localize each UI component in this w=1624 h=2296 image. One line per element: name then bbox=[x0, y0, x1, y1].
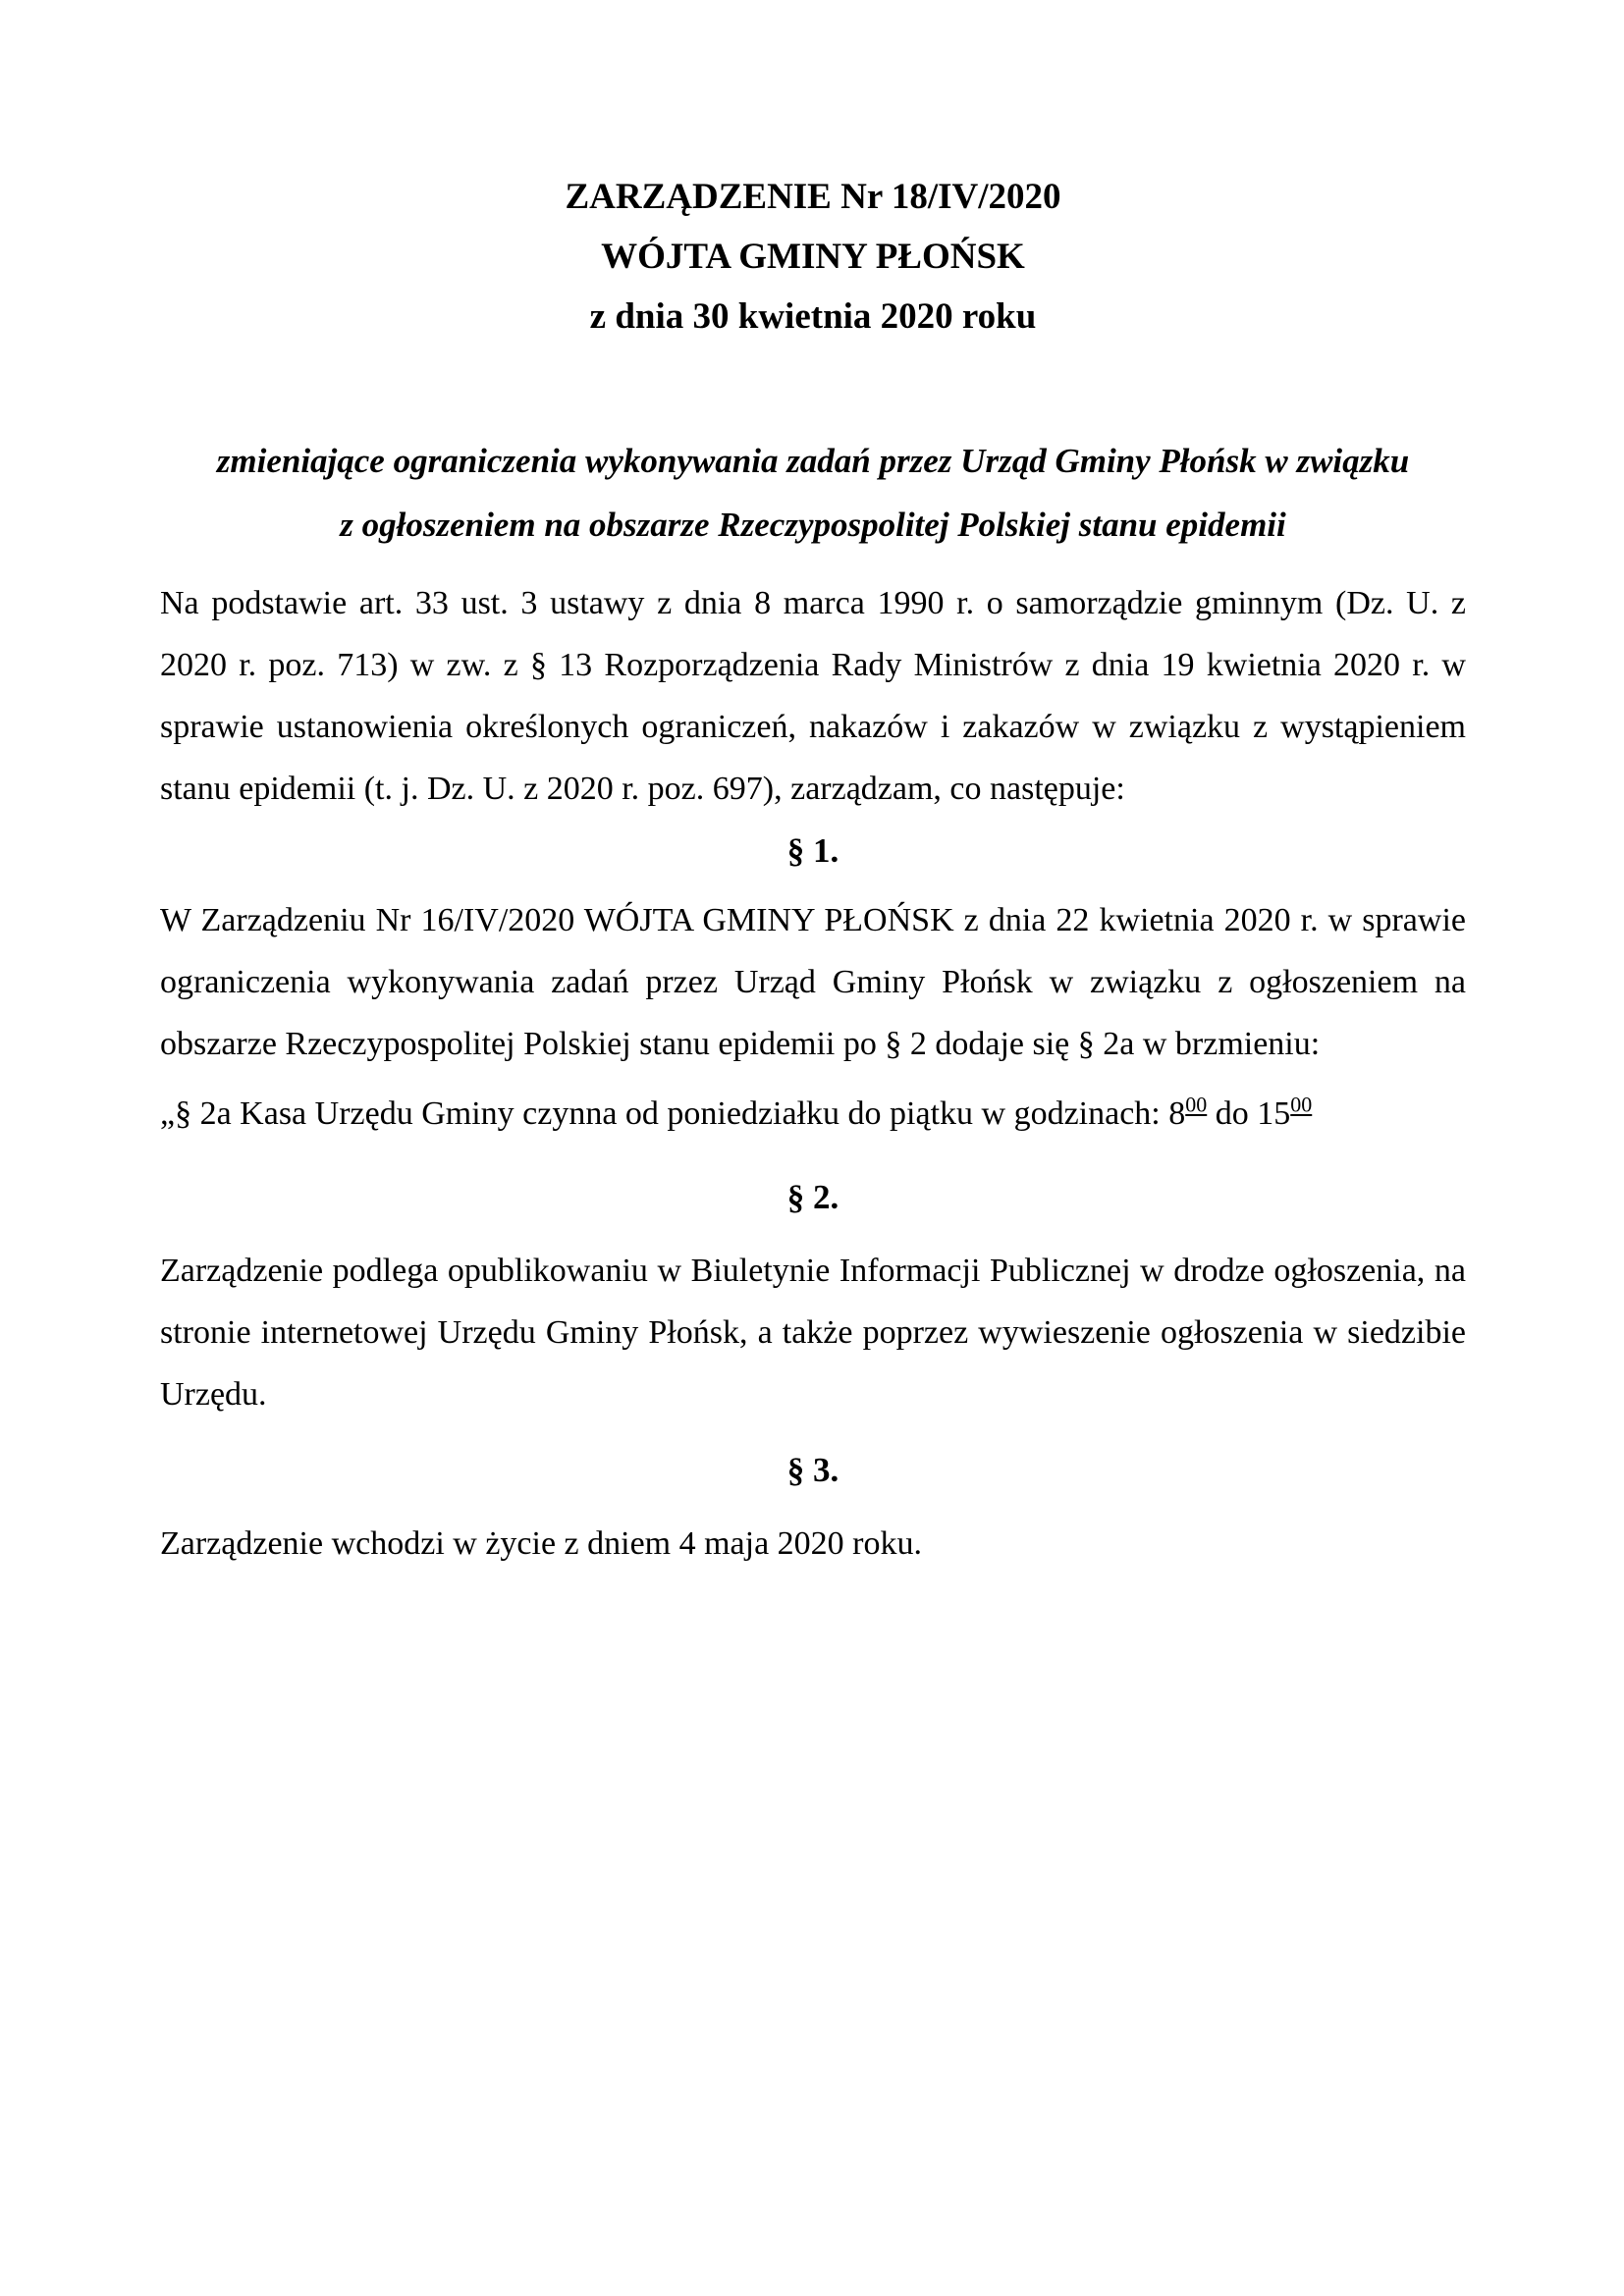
quote-open-hour-superscript: 00 bbox=[1185, 1092, 1208, 1117]
subtitle-line-2: z ogłoszeniem na obszarze Rzeczypospolitej Polskiej stanu epidemii bbox=[340, 506, 1286, 544]
document-subtitle bbox=[160, 429, 1466, 557]
section-1-quote bbox=[160, 1083, 1466, 1145]
preamble-paragraph: Na podstawie art. 33 ust. 3 ustawy z dnia 8 marca 1990 r. o samorządzie gminnym (Dz. U. z 2020 r. poz. 713) w zw. z § 13 Rozporządzenia Rady Ministrów z dnia 19 kwietnia 2020 r. w sprawie ustanowienia określonych ograniczeń, nakazów i zakazów w związku z wystąpieniem stanu epidemii (t. j. Dz. U. z 2020 r. poz. 697), zarządzam, co następuje: bbox=[160, 585, 1466, 807]
section-1-body: W Zarządzeniu Nr 16/IV/2020 WÓJTA GMINY PŁOŃSK z dnia 22 kwietnia 2020 r. w sprawie ograniczenia wykonywania zadań przez Urząd Gminy Płońsk w związku z ogłoszeniem na obszarze Rzeczypospolitej Polskiej stanu epidemii po § 2 dodaje się § 2a w brzmieniu: bbox=[160, 902, 1466, 1062]
title-line-date: z dnia 30 kwietnia 2020 roku bbox=[589, 296, 1037, 337]
subtitle-line-1: zmieniające ograniczenia wykonywania zadań przez Urząd Gminy Płońsk w związku bbox=[216, 442, 1410, 480]
quote-text-before-open-hour: „§ 2a Kasa Urzędu Gminy czynna od poniedziałku do piątku w godzinach: 8 bbox=[160, 1095, 1186, 1132]
section-2-body: Zarządzenie podlega opublikowaniu w Biuletynie Informacji Publicznej w drodze ogłoszenia, na stronie internetowej Urzędu Gminy Płońsk, a także poprzez wywieszenie ogłoszenia w siedzibie Urzędu. bbox=[160, 1253, 1466, 1413]
section-2-heading: § 2. bbox=[786, 1178, 839, 1216]
quote-close-hour-superscript: 00 bbox=[1290, 1092, 1313, 1117]
section-1-heading: § 1. bbox=[786, 831, 839, 870]
title-line-number: ZARZĄDZENIE Nr 18/IV/2020 bbox=[565, 177, 1061, 217]
document-title bbox=[160, 167, 1466, 347]
section-3-heading: § 3. bbox=[786, 1451, 839, 1489]
section-3-body: Zarządzenie wchodzi w życie z dniem 4 maja 2020 roku. bbox=[160, 1525, 923, 1562]
title-line-issuer: WÓJTA GMINY PŁOŃSK bbox=[601, 237, 1025, 277]
quote-text-between: do 15 bbox=[1207, 1095, 1291, 1132]
